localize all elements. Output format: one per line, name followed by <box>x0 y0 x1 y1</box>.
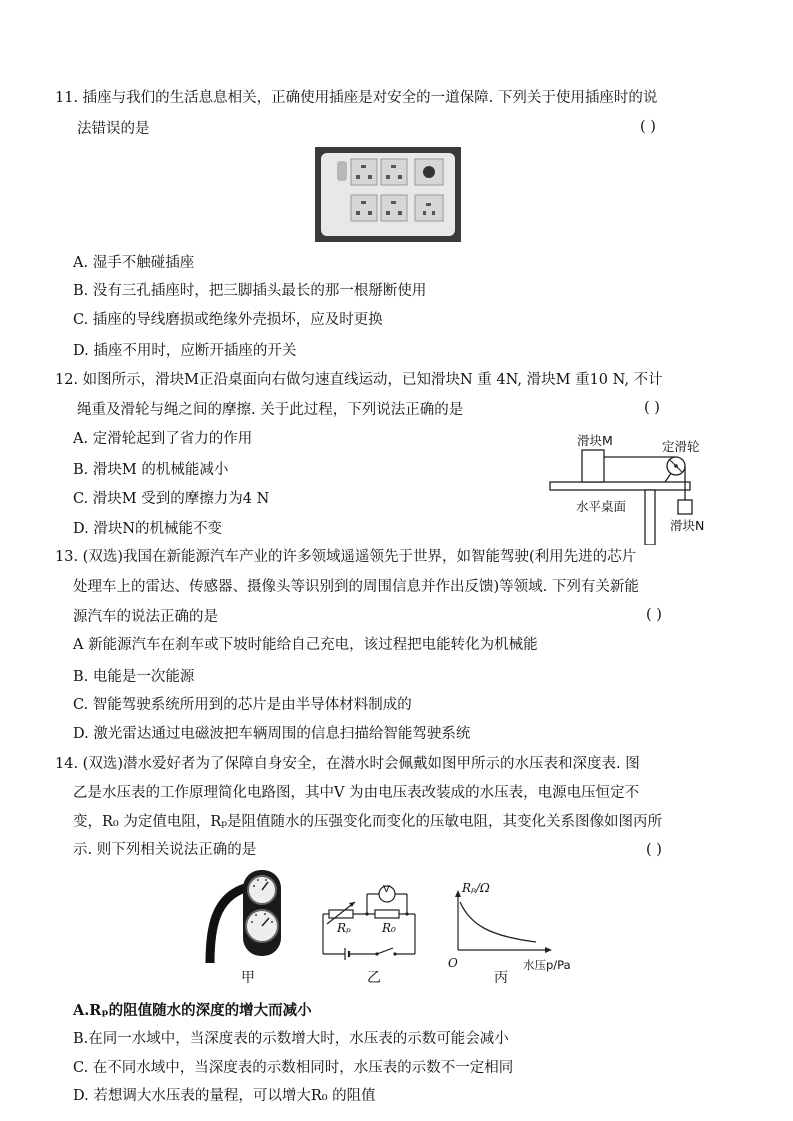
label-fig-jia: 甲 <box>241 970 255 986</box>
q13-stem-line3: 源汽车的说法正确的是 <box>73 609 218 625</box>
q11-option-b: B. 没有三孔插座时，把三脚插头最长的那一根掰断使用 <box>73 283 427 299</box>
label-block-m: 滑块M <box>577 433 613 448</box>
q12-stem-line2: 绳重及滑轮与绳之间的摩擦. 关于此过程，下列说法正确的是 <box>77 402 464 418</box>
q14-stem-line3: 变，R₀ 为定值电阻，Rₚ是阻值随水的压强变化而变化的压敏电阻，其变化关系图像如图丙所 <box>73 814 663 830</box>
q14-answer-paren: ( ) <box>646 842 662 858</box>
label-fixed-pulley: 定滑轮 <box>662 439 700 454</box>
label-fig-bing: 丙 <box>494 970 508 986</box>
graph-x-label: 水压p/Pa <box>523 958 571 972</box>
q14-stem-line1: 14. (双选)潜水爱好者为了保障自身安全，在潜水时会佩戴如图甲所示的水压表和深度表. 图 <box>55 756 640 772</box>
graph-y-label: Rₚ/Ω <box>462 881 490 895</box>
q14-option-d: D. 若想调大水压表的量程，可以增大R₀ 的阻值 <box>73 1088 376 1104</box>
label-rp: Rₚ <box>337 921 351 935</box>
q14-option-c: C. 在不同水域中，当深度表的示数相同时，水压表的示数不一定相同 <box>73 1060 514 1076</box>
label-r0: R₀ <box>382 921 396 935</box>
q13-option-a: A 新能源汽车在刹车或下坡时能给自己充电，该过程把电能转化为机械能 <box>73 637 538 653</box>
label-voltmeter: V <box>383 884 390 895</box>
q13-stem-line2: 处理车上的雷达、传感器、摄像头等识别到的周围信息并作出反馈)等领域. 下列有关新能 <box>73 579 639 595</box>
label-block-n: 滑块N <box>670 518 705 533</box>
q12-option-c: C. 滑块M 受到的摩擦力为4 N <box>73 491 270 507</box>
q13-option-c: C. 智能驾驶系统所用到的芯片是由半导体材料制成的 <box>73 697 412 713</box>
q14-option-a: A.Rₚ的阻值随水的深度的增大而减小 <box>73 1002 312 1019</box>
q12-option-d: D. 滑块N的机械能不变 <box>73 521 223 537</box>
q11-option-a: A. 湿手不触碰插座 <box>73 255 195 271</box>
graph-origin: O <box>448 956 458 970</box>
q12-stem-line1: 12. 如图所示，滑块M正沿桌面向右做匀速直线运动，已知滑块N 重 4N, 滑块M 重10 N, 不计 <box>55 372 663 388</box>
label-table: 水平桌面 <box>576 499 627 514</box>
label-fig-yi: 乙 <box>367 970 381 986</box>
q12-answer-paren: ( ) <box>644 400 660 416</box>
q11-stem-line1: 11. 插座与我们的生活息息相关，正确使用插座是对安全的一道保障. 下列关于使用插座时的说 <box>55 90 658 106</box>
q12-option-a: A. 定滑轮起到了省力的作用 <box>73 431 253 447</box>
circuit-diagram <box>315 880 430 965</box>
q11-option-d: D. 插座不用时，应断开插座的开关 <box>73 343 297 359</box>
rp-pressure-graph <box>448 890 563 960</box>
q11-option-c: C. 插座的导线磨损或绝缘外壳损坏，应及时更换 <box>73 312 383 328</box>
depth-pressure-gauge-image <box>205 868 295 964</box>
q13-option-d: D. 激光雷达通过电磁波把车辆周围的信息扫描给智能驾驶系统 <box>73 726 471 742</box>
q14-stem-line4: 示. 则下列相关说法正确的是 <box>73 842 257 858</box>
q13-option-b: B. 电能是一次能源 <box>73 669 195 685</box>
q14-option-b: B.在同一水域中，当深度表的示数增大时，水压表的示数可能会减小 <box>73 1031 509 1047</box>
q11-answer-paren: ( ) <box>640 119 656 135</box>
power-strip-photo <box>315 147 461 242</box>
q14-stem-line2: 乙是水压表的工作原理简化电路图，其中V 为由电压表改装成的水压表，电源电压恒定不 <box>73 785 640 801</box>
q13-stem-line1: 13. (双选)我国在新能源汽车产业的许多领域遥遥领先于世界，如智能驾驶(利用先进的芯片 <box>55 549 637 565</box>
q13-answer-paren: ( ) <box>646 607 662 623</box>
q11-stem-line2: 法错误的是 <box>77 121 150 137</box>
q12-option-b: B. 滑块M 的机械能减小 <box>73 462 229 478</box>
